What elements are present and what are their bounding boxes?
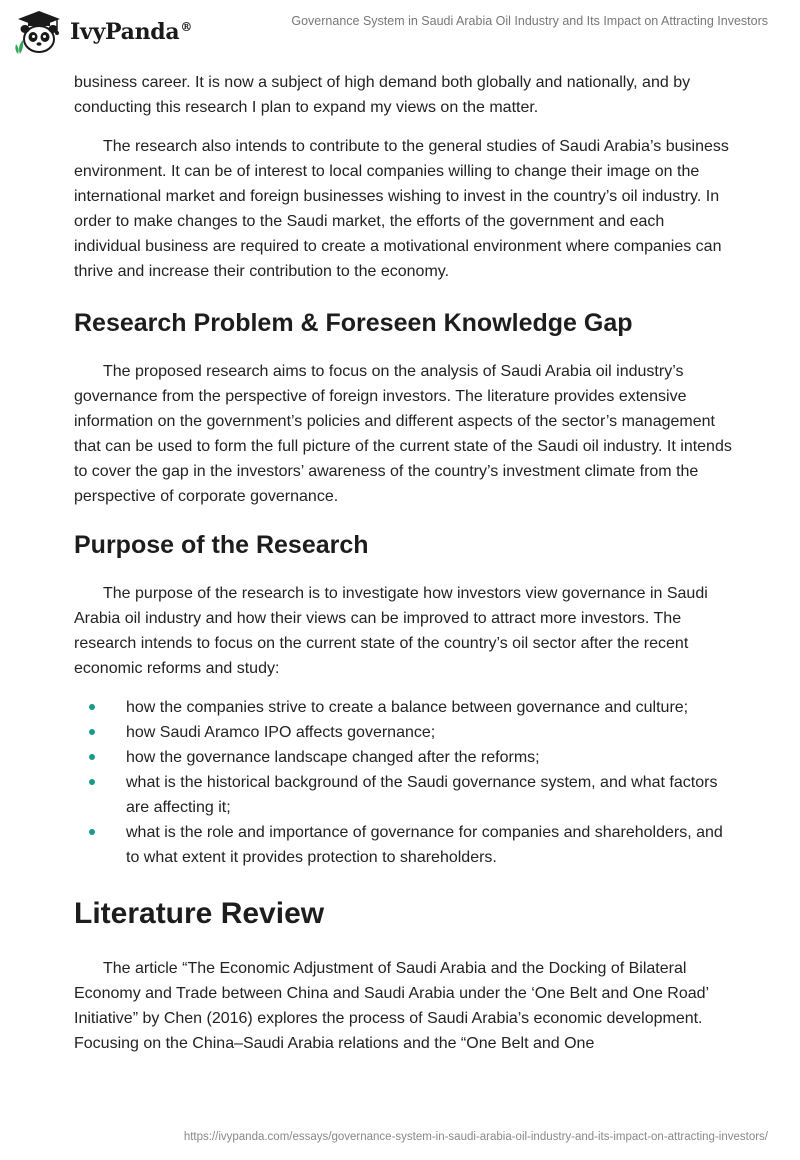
list-item: how Saudi Aramco IPO affects governance; xyxy=(74,720,734,745)
document-title: Governance System in Saudi Arabia Oil Industry and Its Impact on Attracting Investors xyxy=(291,14,768,28)
brand-text: IvyPanda xyxy=(70,19,180,45)
list-item: how the companies strive to create a balance between governance and culture; xyxy=(74,695,734,720)
brand-name xyxy=(70,19,192,45)
heading-purpose: Purpose of the Research xyxy=(74,531,369,559)
ivypanda-logo[interactable] xyxy=(14,8,193,56)
page-header xyxy=(0,0,800,62)
paragraph-purpose: The purpose of the research is to investigate how investors view governance in Saudi Arabia oil industry and how their views can be improved to attract more investors. The research intends to focus on the current state of the country’s oil sector after the recent economic reforms and study: xyxy=(74,585,708,677)
paragraph-literature: The article “The Economic Adjustment of Saudi Arabia and the Docking of Bilateral Economy and Trade between China and Saudi Arabia under the ‘One Belt and One Road’ Initiative” by Chen (2016) explores the process of Saudi Arabia’s economic development. Focusing on the China–Saudi Arabia relations and the “One Belt and One xyxy=(74,960,709,1052)
list-item: what is the role and importance of governance for companies and shareholders, and to what extent it provides protection to shareholders. xyxy=(74,820,734,870)
article-body xyxy=(74,70,734,1056)
heading-literature-review: Literature Review xyxy=(74,897,325,930)
study-topics-list xyxy=(74,695,734,870)
paragraph-career: business career. It is now a subject of high demand both globally and nationally, and by conducting this research I plan to expand my views on the matter. xyxy=(74,74,691,116)
heading-research-problem: Research Problem & Foreseen Knowledge Gap xyxy=(74,309,633,337)
list-item: how the governance landscape changed after the reforms; xyxy=(74,745,734,770)
registered-mark: ® xyxy=(180,19,193,34)
paragraph-contribution: The research also intends to contribute to the general studies of Saudi Arabia’s business environment. It can be of interest to local companies willing to change their image on the international market and foreign businesses wishing to invest in the country’s oil industry. In order to make changes to the Saudi market, the efforts of the government and each individual business are required to create a motivational environment where companies can thrive and increase their contribution to the economy. xyxy=(74,138,729,280)
list-item: what is the historical background of the Saudi governance system, and what factors are affecting it; xyxy=(74,770,734,820)
panda-graduate-icon xyxy=(14,8,64,56)
source-url[interactable]: https://ivypanda.com/essays/governance-system-in-saudi-arabia-oil-industry-and-its-impact-on-attracting-investors/ xyxy=(183,1131,768,1143)
paragraph-research-problem: The proposed research aims to focus on the analysis of Saudi Arabia oil industry’s governance from the perspective of foreign investors. The literature provides extensive information on the government’s policies and different aspects of the sector’s management that can be used to form the full picture of the current state of the Saudi oil industry. It intends to cover the gap in the investors’ awareness of the country’s investment climate from the perspective of corporate governance. xyxy=(74,363,732,505)
